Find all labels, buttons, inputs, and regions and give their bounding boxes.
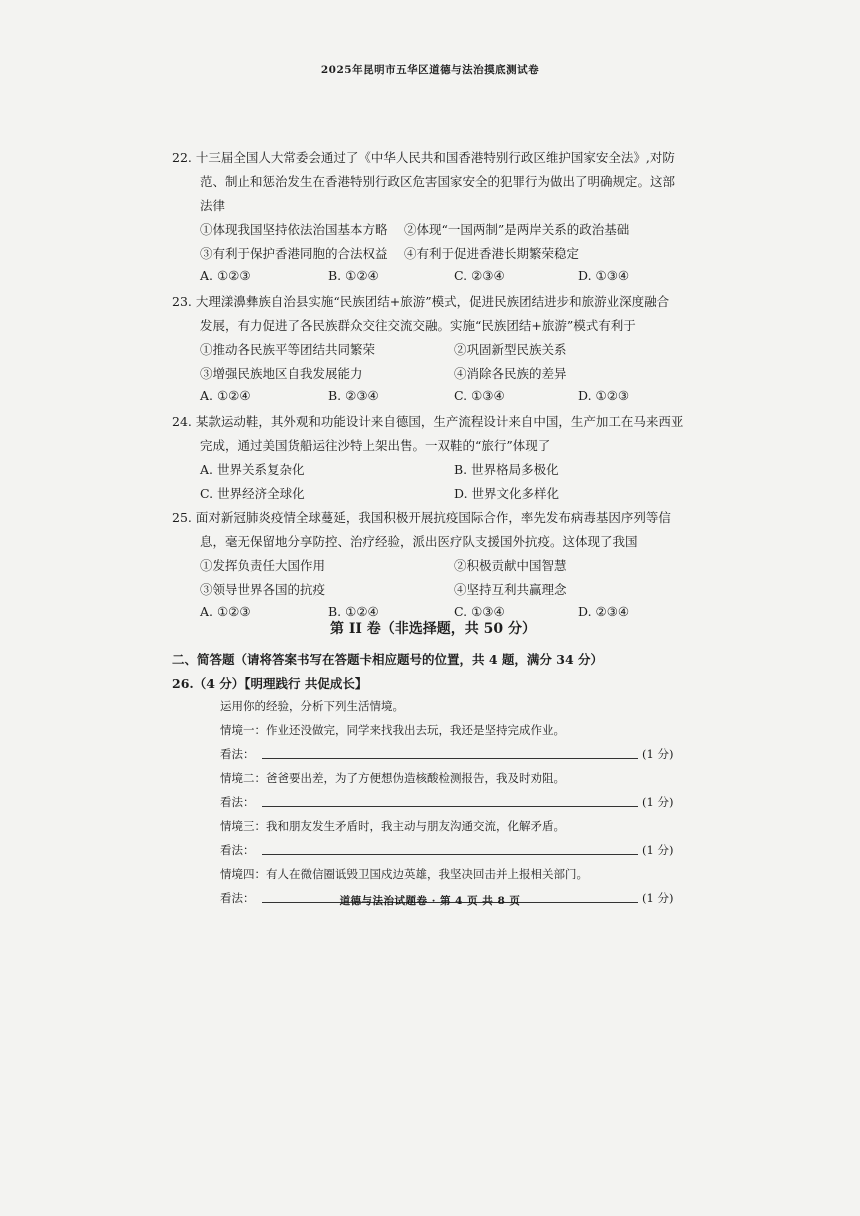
answer-blank-1[interactable] [262, 746, 638, 759]
view-label-2: 看法： [220, 795, 255, 809]
q22-choice-b: B. ①②④ [328, 268, 379, 283]
q25-statement-2: ②积极贡献中国智慧 [454, 558, 567, 573]
q22-statement-4: ④有利于促进香港长期繁荣稳定 [404, 246, 580, 261]
section-2-title: 第 II 卷（非选择题，共 50 分） [329, 621, 537, 637]
q23-line-2: 发展，有力促进了各民族群众交往交流交融。实施“民族团结+旅游”模式有利于 [200, 318, 636, 333]
scenario-4: 情境四：有人在微信圈诋毁卫国戍边英雄，我坚决回击并上报相关部门。 [220, 867, 588, 881]
score-4: (1 分) [642, 891, 674, 905]
q23-statement-1: ①推动各民族平等团结共同繁荣 [200, 342, 376, 357]
q23-statement-4: ④消除各民族的差异 [454, 366, 567, 381]
q25-choice-d: D. ②③④ [578, 604, 630, 619]
q23-choice-a: A. ①②④ [200, 388, 251, 403]
q24-choice-c: C. 世界经济全球化 [200, 486, 305, 501]
q25-statement-1: ①发挥负责任大国作用 [200, 558, 326, 573]
page-footer: 道德与法治试题卷 · 第 4 页 共 8 页 [339, 895, 521, 907]
q22-statement-3: ③有利于保护香港同胞的合法权益 [200, 246, 388, 261]
q23-statement-3: ③增强民族地区自我发展能力 [200, 366, 363, 381]
score-2: (1 分) [642, 795, 674, 809]
q22-choice-d: D. ①③④ [578, 268, 630, 283]
view-label-3: 看法： [220, 843, 255, 857]
view-label-4: 看法： [220, 891, 255, 905]
answer-blank-2[interactable] [262, 794, 638, 807]
q24-choice-b: B. 世界格局多极化 [454, 462, 559, 477]
q25-statement-3: ③领导世界各国的抗疫 [200, 582, 326, 597]
q23-statement-2: ②巩固新型民族关系 [454, 342, 567, 357]
q23-choice-c: C. ①③④ [454, 388, 505, 403]
part-2-heading: 二、简答题（请将答案书写在答题卡相应题号的位置，共 4 题，满分 34 分） [172, 652, 604, 667]
q22-line-3: 法律 [200, 198, 226, 213]
scenario-2: 情境二：爸爸要出差，为了方便想伪造核酸检测报告，我及时劝阻。 [220, 771, 565, 785]
scenario-3: 情境三：我和朋友发生矛盾时，我主动与朋友沟通交流，化解矛盾。 [220, 819, 565, 833]
q24-choice-a: A. 世界关系复杂化 [200, 462, 305, 477]
q22-choice-c: C. ②③④ [454, 268, 505, 283]
q26-intro: 运用你的经验，分析下列生活情境。 [220, 699, 404, 713]
page-header: 2025年昆明市五华区道德与法治摸底测试卷 [320, 64, 540, 76]
q24-line-1: 24. 某款运动鞋，其外观和功能设计来自德国，生产流程设计来自中国，生产加工在马来西亚 [172, 414, 684, 429]
q22-statement-1: ①体现我国坚持依法治国基本方略 [200, 222, 388, 237]
answer-blank-3[interactable] [262, 842, 638, 855]
q25-choice-c: C. ①③④ [454, 604, 505, 619]
scenario-1: 情境一：作业还没做完，同学来找我出去玩，我还是坚持完成作业。 [220, 723, 565, 737]
score-1: (1 分) [642, 747, 674, 761]
q24-line-2: 完成，通过美国货船运往沙特上架出售。一双鞋的“旅行”体现了 [200, 438, 551, 453]
q25-choice-a: A. ①②③ [200, 604, 251, 619]
q23-choice-b: B. ②③④ [328, 388, 379, 403]
q22-line-2: 范、制止和惩治发生在香港特别行政区危害国家安全的犯罪行为做出了明确规定。这部 [200, 174, 676, 189]
q23-line-1: 23. 大理漾濞彝族自治县实施“民族团结+旅游”模式，促进民族团结进步和旅游业深度融合 [172, 294, 670, 309]
q22-statement-2: ②体现“一国两制”是两岸关系的政治基础 [404, 222, 630, 237]
score-3: (1 分) [642, 843, 674, 857]
q24-choice-d: D. 世界文化多样化 [454, 486, 560, 501]
q26-heading: 26.（4 分）【明理践行 共促成长】 [172, 676, 368, 691]
q23-choice-d: D. ①②③ [578, 388, 630, 403]
q25-statement-4: ④坚持互利共赢理念 [454, 582, 567, 597]
q22-line-1: 22. 十三届全国人大常委会通过了《中华人民共和国香港特别行政区维护国家安全法》,对防 [172, 150, 675, 165]
q22-choice-a: A. ①②③ [200, 268, 251, 283]
view-label-1: 看法： [220, 747, 255, 761]
q25-choice-b: B. ①②④ [328, 604, 379, 619]
q25-line-2: 息，毫无保留地分享防控、治疗经验，派出医疗队支援国外抗疫。这体现了我国 [200, 534, 638, 549]
q25-line-1: 25. 面对新冠肺炎疫情全球蔓延，我国积极开展抗疫国际合作，率先发布病毒基因序列等信 [172, 510, 671, 525]
